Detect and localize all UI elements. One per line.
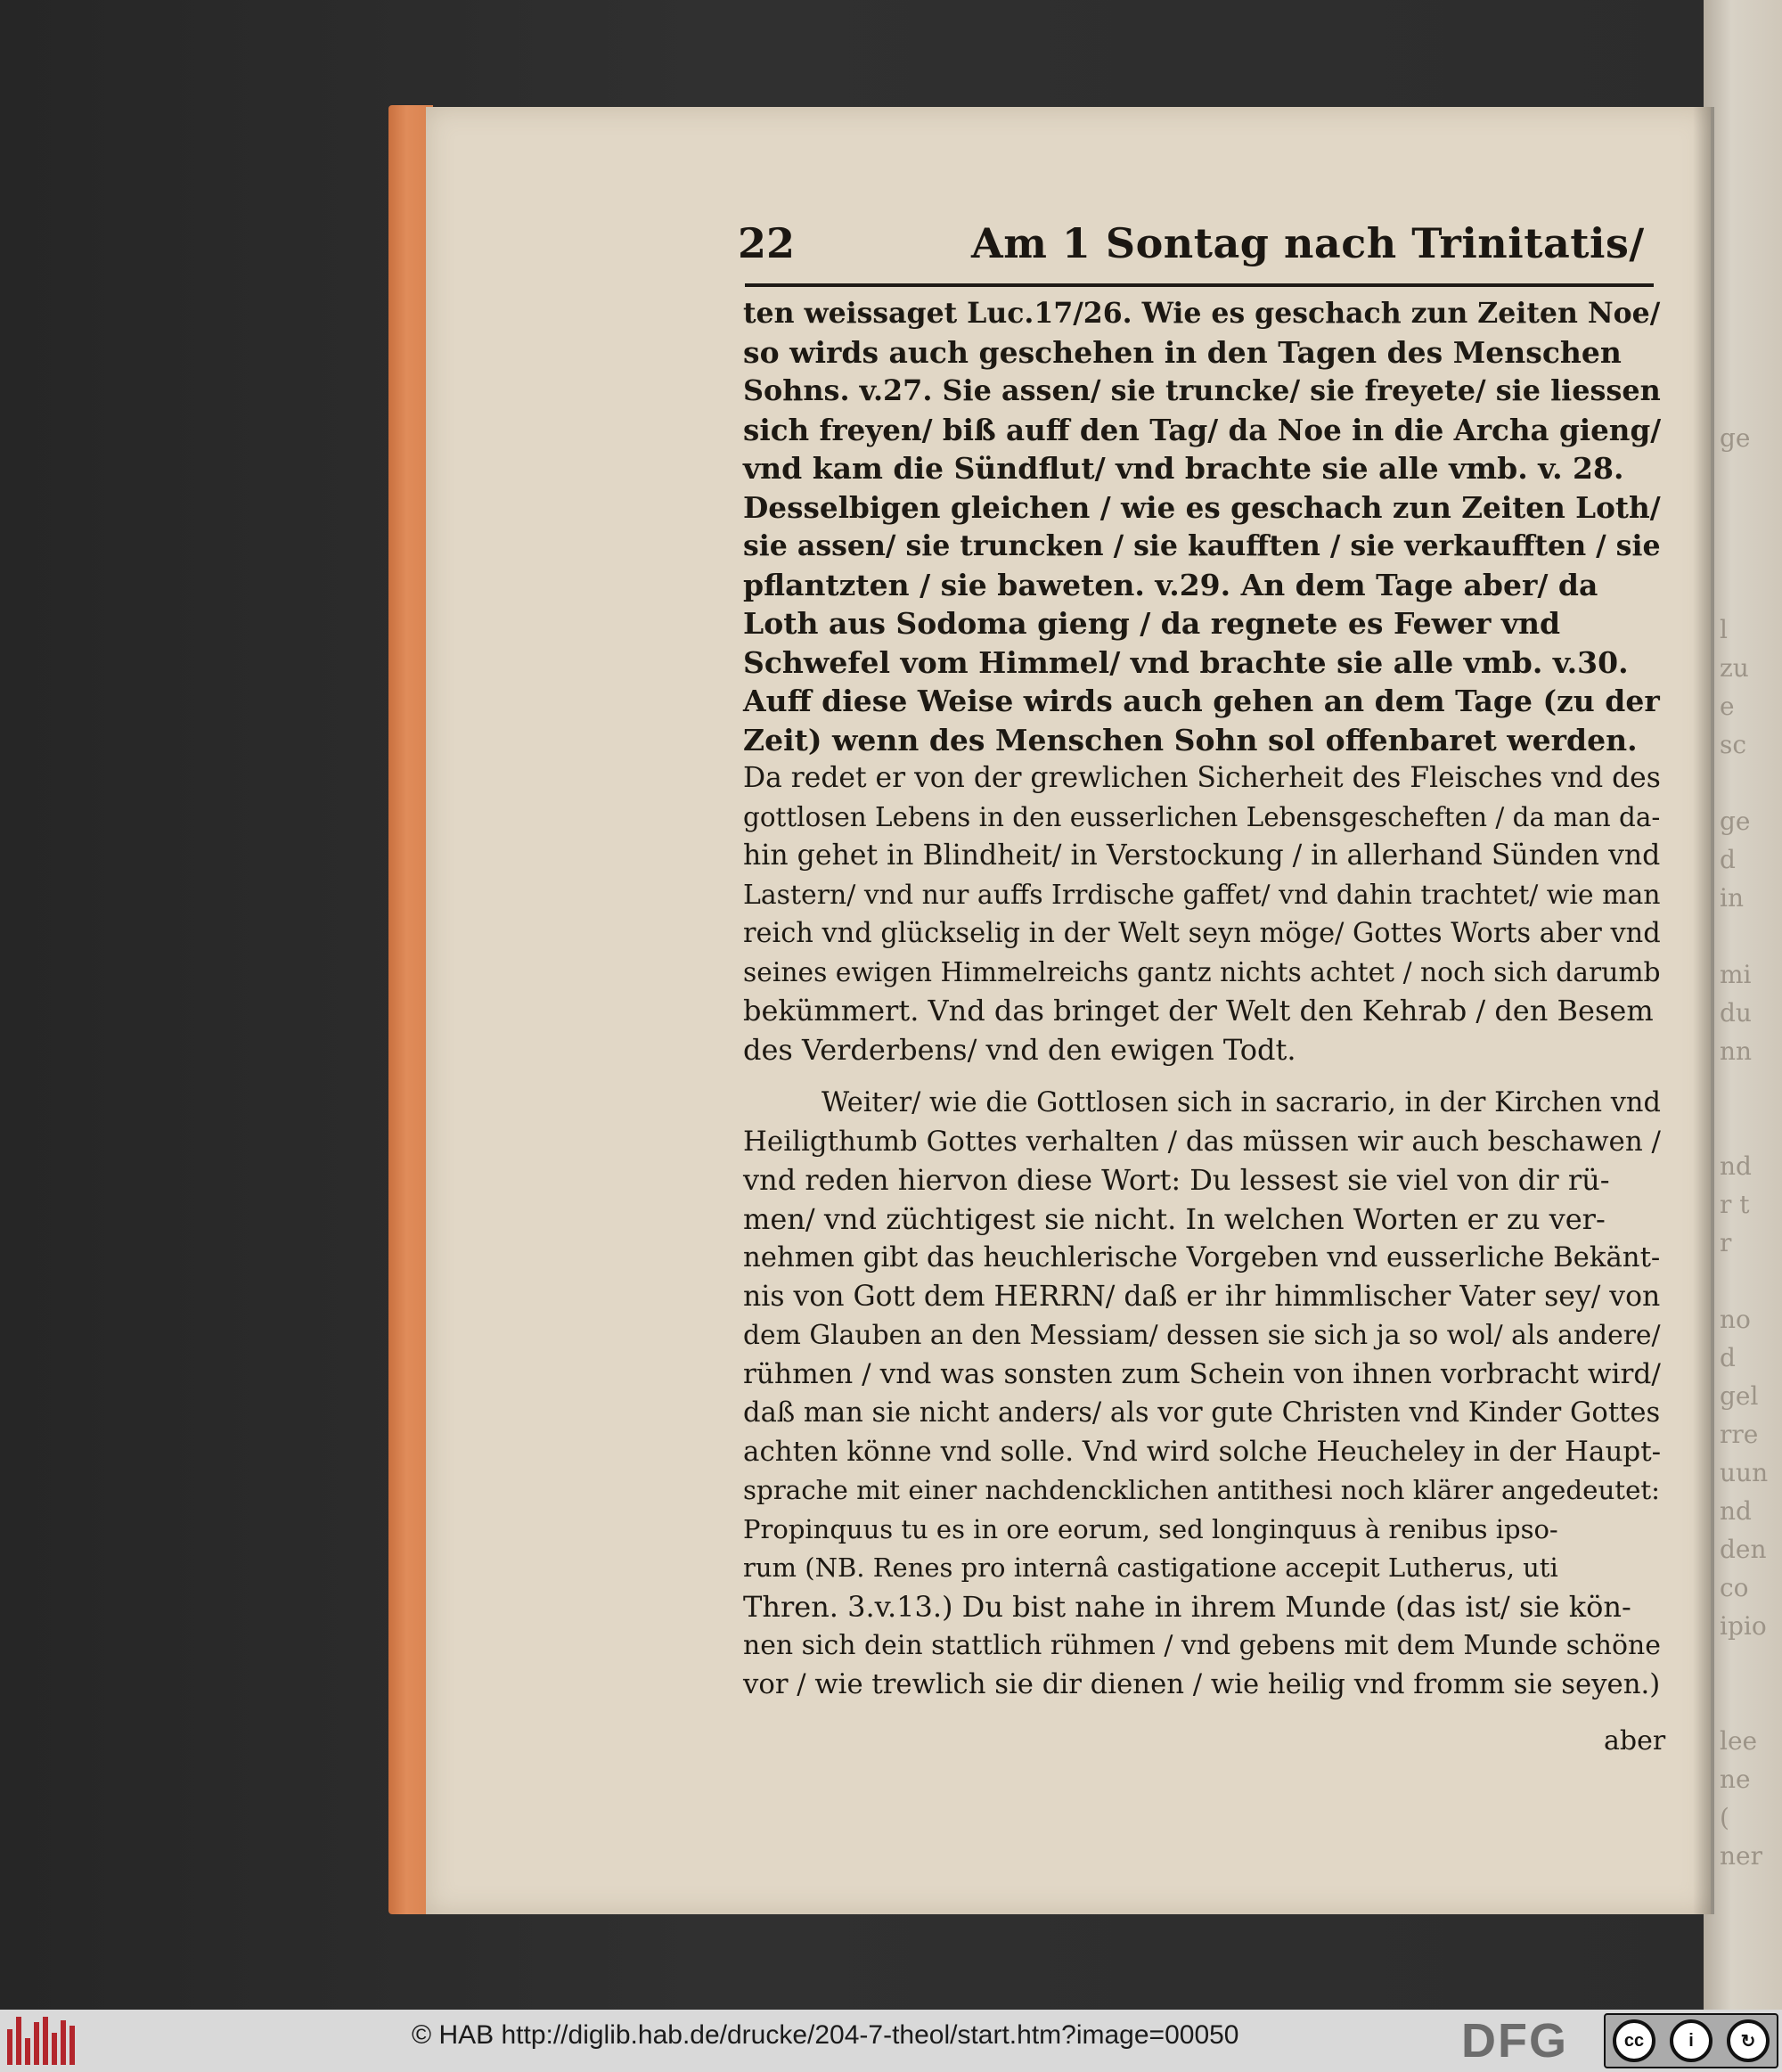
text-line: pflantzten / sie baweten. v.29. An dem Tage aber/ da <box>743 567 1598 602</box>
cc-icon: cc <box>1613 2019 1655 2062</box>
text-line: Thren. 3.v.13.) Du bist nahe in ihrem Munde (das ist/ sie kön- <box>743 1589 1631 1624</box>
text-line: bekümmert. Vnd das bringet der Welt den Kehrab / den Besem <box>743 994 1654 1028</box>
sa-icon: ↻ <box>1727 2019 1770 2062</box>
text-line: vnd reden hiervon diese Wort: Du lessest sie viel von dir rü- <box>743 1163 1610 1197</box>
body-text <box>743 294 1661 1704</box>
text-line: rum (NB. Renes pro internâ castigatione accepit Lutherus, uti <box>743 1552 1558 1583</box>
facing-page-fragments: ge l zu e sc ge d in mi du nn nd r t r no d gel rre uun nd den co ipio lee ne ( ner <box>1720 423 1769 1871</box>
text-line: gottlosen Lebens in den eusserlichen Lebensgescheften / da man da- <box>743 801 1661 832</box>
text-line: Zeit) wenn des Menschen Sohn sol offenbaret werden. <box>743 722 1638 758</box>
text-line: nis von Gott dem HERRN/ daß er ihr himmlischer Vater sey/ von <box>743 1280 1661 1313</box>
text-line: achten könne vnd solle. Vnd wird solche Heucheley in der Haupt- <box>743 1435 1662 1468</box>
text-line: vnd kam die Sündflut/ vnd brachte sie alle vmb. v. 28. <box>743 451 1624 486</box>
copyright-link[interactable]: © HAB http://diglib.hab.de/drucke/204-7-theol/start.htm?image=00050 <box>412 2020 1239 2050</box>
text-line: sie assen/ sie truncken / sie kaufften / sie verkaufften / sie <box>743 529 1661 562</box>
dfg-logo: DFG <box>1461 2014 1568 2068</box>
text-line: daß man sie nicht anders/ als vor gute Christen vnd Kinder Gottes <box>743 1397 1661 1429</box>
text-line: rühmen / vnd was sonsten zum Schein von ihnen vorbracht wird/ <box>743 1357 1661 1390</box>
cc-license-badge[interactable] <box>1604 2013 1778 2068</box>
attribution-bar <box>0 2010 1782 2072</box>
paragraph-gap <box>743 1069 1661 1084</box>
text-line: nen sich dein stattlich rühmen / vnd gebens mit dem Munde schöne <box>743 1630 1661 1661</box>
header-rule <box>745 283 1654 287</box>
text-line: Da redet er von der grewlichen Sicherheit des Fleisches vnd des <box>743 762 1661 794</box>
gutter-shadow <box>1693 107 1714 1914</box>
text-line: sich freyen/ biß auff den Tag/ da Noe in die Archa gieng/ <box>743 412 1662 447</box>
text-line: sprache mit einer nachdencklichen antithesi noch klärer angedeutet: <box>743 1475 1661 1505</box>
running-header <box>738 219 1655 282</box>
text-line: Desselbigen gleichen / wie es geschach zun Zeiten Loth/ <box>743 489 1661 525</box>
text-line: so wirds auch geschehen in den Tagen des Menschen <box>743 334 1622 370</box>
running-title: Am 1 Sontag nach Trinitatis/ <box>971 219 1645 267</box>
text-line: reich vnd glückselig in der Welt seyn möge/ Gottes Worts aber vnd <box>743 918 1661 949</box>
text-line: dem Glauben an den Messiam/ dessen sie sich ja so wol/ als andere/ <box>743 1320 1661 1351</box>
text-line: Propinquus tu es in ore eorum, sed longinquus à renibus ipso- <box>743 1513 1558 1544</box>
text-line: ten weissaget Luc.17/26. Wie es geschach zun Zeiten Noe/ <box>743 297 1661 330</box>
text-line: vor / wie trewlich sie dir dienen / wie heilig vnd fromm sie seyen.) <box>743 1667 1661 1700</box>
text-line: Weiter/ wie die Gottlosen sich in sacrario, in der Kirchen vnd <box>822 1087 1661 1118</box>
text-line: des Verderbens/ vnd den ewigen Todt. <box>743 1032 1296 1067</box>
by-icon: i <box>1670 2019 1713 2062</box>
text-line: seines ewigen Himmelreichs gantz nichts achtet / noch sich darumb <box>743 956 1661 988</box>
hab-logo-icon <box>7 2017 78 2065</box>
catchword: aber <box>1604 1725 1666 1757</box>
text-line: Auff diese Weise wirds auch gehen an dem Tage (zu der <box>743 684 1660 718</box>
text-line: Loth aus Sodoma gieng / da regnete es Fewer vnd <box>743 606 1561 641</box>
text-line: hin gehet in Blindheit/ in Verstockung / in allerhand Sünden vnd <box>743 839 1661 872</box>
text-line: Heiligthumb Gottes verhalten / das müssen wir auch beschawen / <box>743 1125 1661 1158</box>
text-line: Lastern/ vnd nur auffs Irrdische gaffet/ vnd dahin trachtet/ wie man <box>743 879 1661 911</box>
text-line: Sohns. v.27. Sie assen/ sie truncke/ sie freyete/ sie liessen <box>743 373 1661 407</box>
text-line: nehmen gibt das heuchlerische Vorgeben vnd eusserliche Bekänt- <box>743 1241 1661 1274</box>
text-line: men/ vnd züchtigest sie nicht. In welchen Worten er zu ver- <box>743 1201 1606 1236</box>
page-number: 22 <box>738 219 796 267</box>
text-line: Schwefel vom Himmel/ vnd brachte sie alle vmb. v.30. <box>743 644 1629 680</box>
